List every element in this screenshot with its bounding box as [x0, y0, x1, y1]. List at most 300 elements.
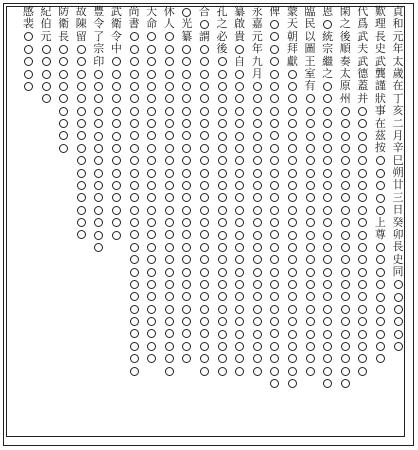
character: 爲	[357, 17, 369, 31]
lacuna-mark	[218, 193, 227, 202]
lacuna-mark	[200, 317, 209, 326]
lacuna-mark	[341, 206, 350, 215]
lacuna-mark	[253, 119, 262, 128]
character: 歎	[374, 5, 386, 18]
character: 合	[198, 5, 210, 18]
character: 休	[163, 5, 175, 18]
character: 丁	[392, 91, 404, 105]
lacuna-mark	[288, 132, 297, 141]
character: 巳	[392, 153, 404, 167]
lacuna-mark	[358, 119, 367, 128]
lacuna-mark	[24, 45, 33, 54]
character: 命	[146, 17, 158, 31]
lacuna-mark	[200, 20, 209, 29]
lacuna-mark	[288, 243, 297, 252]
lacuna-mark	[306, 317, 315, 326]
lacuna-mark	[147, 280, 156, 289]
character: 二	[392, 116, 404, 130]
character: 令	[110, 29, 122, 43]
character: 中	[110, 42, 122, 56]
lacuna-mark	[270, 243, 279, 252]
lacuna-mark	[112, 181, 121, 190]
lacuna-mark	[323, 342, 332, 351]
lacuna-mark	[94, 107, 103, 116]
character: 元	[392, 29, 404, 43]
character: 室	[304, 66, 316, 80]
lacuna-mark	[253, 317, 262, 326]
lacuna-mark	[235, 119, 244, 128]
text-column	[56, 6, 72, 155]
character: 後	[339, 29, 351, 43]
character: 人	[163, 17, 175, 31]
lacuna-mark	[147, 342, 156, 351]
lacuna-mark	[182, 317, 191, 326]
lacuna-mark	[235, 367, 244, 376]
lacuna-mark	[200, 107, 209, 116]
lacuna-mark	[112, 57, 121, 66]
character: 之	[216, 17, 228, 31]
lacuna-mark	[288, 305, 297, 314]
lacuna-mark	[288, 255, 297, 264]
lacuna-mark	[376, 293, 385, 302]
character: 順	[339, 42, 351, 56]
text-column	[38, 6, 54, 105]
lacuna-mark	[253, 82, 262, 91]
character: 防	[58, 5, 70, 18]
lacuna-mark	[77, 206, 86, 215]
lacuna-mark	[218, 292, 227, 301]
lacuna-mark	[323, 292, 332, 301]
lacuna-mark	[376, 268, 385, 277]
lacuna-mark	[306, 268, 315, 277]
lacuna-mark	[218, 354, 227, 363]
lacuna-mark	[147, 230, 156, 239]
text-column	[214, 6, 230, 377]
character: 理	[374, 17, 386, 31]
lacuna-mark	[94, 181, 103, 190]
lacuna-mark	[182, 70, 191, 79]
lacuna-mark	[165, 119, 174, 128]
lacuna-mark	[182, 82, 191, 91]
lacuna-mark	[235, 156, 244, 165]
lacuna-mark	[165, 181, 174, 190]
lacuna-mark	[94, 206, 103, 215]
character: 令	[93, 17, 105, 31]
lacuna-mark	[165, 243, 174, 252]
lacuna-mark	[130, 169, 139, 178]
lacuna-mark	[165, 292, 174, 301]
lacuna-mark	[270, 82, 279, 91]
lacuna-mark	[112, 156, 121, 165]
lacuna-mark	[358, 354, 367, 363]
lacuna-mark	[130, 317, 139, 326]
character: 臨	[304, 5, 316, 18]
lacuna-mark	[182, 57, 191, 66]
text-column	[73, 6, 89, 241]
lacuna-mark	[358, 193, 367, 202]
lacuna-mark	[235, 132, 244, 141]
lacuna-mark	[288, 169, 297, 178]
lacuna-mark	[165, 32, 174, 41]
text-column	[337, 6, 353, 390]
lacuna-mark	[147, 119, 156, 128]
character: 蒙	[286, 5, 298, 18]
character: 恩	[322, 5, 334, 18]
character: 德	[357, 66, 369, 80]
character: 武	[357, 29, 369, 43]
lacuna-mark	[130, 45, 139, 54]
lacuna-mark	[358, 156, 367, 165]
lacuna-mark	[358, 181, 367, 190]
lacuna-mark	[200, 45, 209, 54]
lacuna-mark	[147, 268, 156, 277]
lacuna-mark	[218, 317, 227, 326]
lacuna-mark	[306, 330, 315, 339]
lacuna-mark	[112, 193, 121, 202]
lacuna-mark	[77, 193, 86, 202]
lacuna-mark	[165, 107, 174, 116]
lacuna-mark	[288, 156, 297, 165]
lacuna-mark	[323, 193, 332, 202]
character: 繼	[322, 54, 334, 68]
lacuna-mark	[235, 280, 244, 289]
lacuna-mark	[253, 342, 262, 351]
lacuna-mark	[341, 169, 350, 178]
lacuna-mark	[306, 342, 315, 351]
lacuna-mark	[77, 45, 86, 54]
character: 宗	[322, 42, 334, 56]
lacuna-mark	[394, 305, 403, 314]
lacuna-mark	[200, 230, 209, 239]
lacuna-mark	[270, 206, 279, 215]
lacuna-mark	[394, 293, 403, 302]
lacuna-mark	[306, 169, 315, 178]
lacuna-mark	[147, 156, 156, 165]
lacuna-mark	[94, 156, 103, 165]
character: 尊	[374, 227, 386, 241]
lacuna-mark	[182, 169, 191, 178]
lacuna-mark	[200, 243, 209, 252]
lacuna-mark	[130, 292, 139, 301]
lacuna-mark	[200, 305, 209, 314]
lacuna-mark	[165, 268, 174, 277]
lacuna-mark	[130, 193, 139, 202]
lacuna-mark	[288, 292, 297, 301]
lacuna-mark	[147, 82, 156, 91]
lacuna-mark	[112, 206, 121, 215]
character: 紀	[40, 5, 52, 18]
lacuna-mark	[130, 144, 139, 153]
character: 龔	[374, 66, 386, 80]
character: 之	[339, 17, 351, 31]
lacuna-mark	[270, 144, 279, 153]
character: 長	[58, 29, 70, 43]
text-column	[126, 6, 142, 377]
lacuna-mark	[59, 45, 68, 54]
lacuna-mark	[59, 119, 68, 128]
lacuna-mark	[288, 107, 297, 116]
lacuna-mark	[270, 181, 279, 190]
lacuna-mark	[270, 342, 279, 351]
lacuna-mark	[394, 317, 403, 326]
lacuna-mark	[341, 119, 350, 128]
lacuna-mark	[182, 268, 191, 277]
character: 夫	[357, 42, 369, 56]
character: 拜	[286, 42, 298, 56]
lacuna-mark	[358, 342, 367, 351]
lacuna-mark	[235, 206, 244, 215]
lacuna-mark	[94, 243, 103, 252]
character: 之	[322, 66, 334, 80]
lacuna-mark	[306, 132, 315, 141]
text-column	[372, 6, 388, 365]
character: 和	[392, 17, 404, 31]
character: 元	[251, 29, 263, 43]
lacuna-mark	[42, 82, 51, 91]
lacuna-mark	[270, 292, 279, 301]
lacuna-mark	[182, 144, 191, 153]
lacuna-mark	[130, 119, 139, 128]
character: 啟	[234, 17, 246, 31]
lacuna-mark	[200, 206, 209, 215]
lacuna-mark	[288, 379, 297, 388]
lacuna-mark	[59, 107, 68, 116]
lacuna-mark	[130, 206, 139, 215]
lacuna-mark	[130, 243, 139, 252]
lacuna-mark	[341, 231, 350, 240]
lacuna-mark	[235, 107, 244, 116]
lacuna-mark	[147, 144, 156, 153]
lacuna-mark	[147, 193, 156, 202]
lacuna-mark	[235, 354, 244, 363]
lacuna-mark	[130, 107, 139, 116]
lacuna-mark	[77, 230, 86, 239]
lacuna-mark	[358, 206, 367, 215]
lacuna-mark	[288, 268, 297, 277]
lacuna-mark	[130, 354, 139, 363]
lacuna-mark	[358, 330, 367, 339]
lacuna-mark	[94, 144, 103, 153]
lacuna-mark	[130, 94, 139, 103]
lacuna-mark	[253, 330, 262, 339]
lacuna-mark	[200, 268, 209, 277]
character: 裴	[22, 17, 34, 31]
character: 留	[75, 29, 87, 43]
lacuna-mark	[235, 82, 244, 91]
lacuna-mark	[218, 94, 227, 103]
lacuna-mark	[218, 305, 227, 314]
lacuna-mark	[147, 45, 156, 54]
lacuna-mark	[165, 367, 174, 376]
lacuna-mark	[253, 107, 262, 116]
lacuna-mark	[147, 354, 156, 363]
lacuna-mark	[24, 70, 33, 79]
lacuna-mark	[24, 57, 33, 66]
lacuna-mark	[200, 131, 209, 140]
character: 歲	[392, 66, 404, 80]
character: 纂	[181, 29, 193, 43]
lacuna-mark	[306, 156, 315, 165]
character: 天	[286, 17, 298, 31]
character: 孔	[216, 5, 228, 18]
character: 了	[93, 29, 105, 43]
lacuna-mark	[376, 169, 385, 178]
lacuna-mark	[253, 132, 262, 141]
lacuna-mark	[200, 280, 209, 289]
lacuna-mark	[358, 132, 367, 141]
lacuna-mark	[218, 107, 227, 116]
character: 民	[304, 17, 316, 31]
lacuna-mark	[376, 156, 385, 165]
lacuna-mark	[200, 292, 209, 301]
lacuna-mark	[130, 280, 139, 289]
lacuna-mark	[147, 329, 156, 338]
lacuna-mark	[200, 169, 209, 178]
lacuna-mark	[253, 94, 262, 103]
lacuna-mark	[77, 181, 86, 190]
lacuna-mark	[94, 231, 103, 240]
lacuna-mark	[165, 305, 174, 314]
lacuna-mark	[270, 354, 279, 363]
character: 州	[339, 91, 351, 105]
lacuna-mark	[341, 292, 350, 301]
lacuna-mark	[288, 82, 297, 91]
lacuna-mark	[358, 231, 367, 240]
lacuna-mark	[323, 330, 332, 339]
lacuna-mark	[218, 268, 227, 277]
text-column	[20, 6, 36, 93]
lacuna-mark	[306, 255, 315, 264]
text-column	[284, 6, 300, 390]
text-column	[302, 6, 318, 377]
lacuna-mark	[77, 169, 86, 178]
lacuna-mark	[182, 292, 191, 301]
lacuna-mark	[341, 342, 350, 351]
lacuna-mark	[288, 280, 297, 289]
character: 後	[216, 42, 228, 56]
lacuna-mark	[130, 181, 139, 190]
lacuna-mark	[165, 169, 174, 178]
lacuna-mark	[165, 354, 174, 363]
lacuna-mark	[253, 206, 262, 215]
lacuna-mark	[182, 119, 191, 128]
lacuna-mark	[182, 342, 191, 351]
lacuna-mark	[182, 206, 191, 215]
lacuna-mark	[147, 317, 156, 326]
lacuna-mark	[147, 218, 156, 227]
lacuna-mark	[394, 342, 403, 351]
lacuna-mark	[306, 218, 315, 227]
lacuna-mark	[235, 342, 244, 351]
lacuna-mark	[235, 268, 244, 277]
text-column	[249, 6, 265, 377]
lacuna-mark	[218, 57, 227, 66]
text-column	[355, 6, 371, 377]
text-column	[390, 6, 406, 353]
lacuna-mark	[270, 156, 279, 165]
lacuna-mark	[253, 280, 262, 289]
lacuna-mark	[130, 218, 139, 227]
character: 亥	[392, 104, 404, 118]
lacuna-mark	[270, 94, 279, 103]
lacuna-mark	[288, 193, 297, 202]
lacuna-mark	[147, 181, 156, 190]
lacuna-mark	[112, 107, 121, 116]
lacuna-mark	[306, 292, 315, 301]
lacuna-mark	[306, 107, 315, 116]
lacuna-mark	[358, 317, 367, 326]
lacuna-mark	[270, 255, 279, 264]
lacuna-mark	[288, 119, 297, 128]
lacuna-mark	[182, 218, 191, 227]
lacuna-mark	[165, 218, 174, 227]
lacuna-mark	[358, 305, 367, 314]
lacuna-mark	[358, 144, 367, 153]
lacuna-mark	[288, 181, 297, 190]
lacuna-mark	[77, 119, 86, 128]
lacuna-mark	[253, 181, 262, 190]
lacuna-mark	[358, 280, 367, 289]
lacuna-mark	[200, 119, 209, 128]
lacuna-mark	[94, 82, 103, 91]
lacuna-mark	[253, 305, 262, 314]
lacuna-mark	[147, 131, 156, 140]
lacuna-mark	[182, 329, 191, 338]
lacuna-mark	[200, 329, 209, 338]
text-column	[144, 6, 160, 365]
lacuna-mark	[323, 132, 332, 141]
lacuna-mark	[235, 181, 244, 190]
lacuna-mark	[218, 280, 227, 289]
lacuna-mark	[394, 280, 403, 289]
lacuna-mark	[94, 119, 103, 128]
character: 獻	[286, 54, 298, 68]
lacuna-mark	[323, 119, 332, 128]
character: 必	[216, 29, 228, 43]
lacuna-mark	[323, 82, 332, 91]
lacuna-mark	[147, 305, 156, 314]
character: 同	[392, 265, 404, 279]
lacuna-mark	[341, 144, 350, 153]
character: 長	[392, 240, 404, 254]
lacuna-mark	[341, 330, 350, 339]
lacuna-mark	[235, 292, 244, 301]
lacuna-mark	[147, 107, 156, 116]
character: 史	[374, 42, 386, 56]
lacuna-mark	[288, 218, 297, 227]
lacuna-mark	[182, 230, 191, 239]
lacuna-mark	[59, 57, 68, 66]
character: 朝	[286, 29, 298, 43]
lacuna-mark	[200, 70, 209, 79]
lacuna-mark	[270, 70, 279, 79]
lacuna-mark	[253, 144, 262, 153]
lacuna-mark	[200, 94, 209, 103]
lacuna-mark	[270, 107, 279, 116]
character: 并	[357, 91, 369, 105]
lacuna-mark	[323, 317, 332, 326]
lacuna-mark	[270, 20, 279, 29]
lacuna-mark	[253, 292, 262, 301]
character: 癸	[392, 215, 404, 229]
lacuna-mark	[235, 144, 244, 153]
text-column	[196, 6, 212, 377]
lacuna-mark	[306, 243, 315, 252]
lacuna-mark	[112, 218, 121, 227]
lacuna-mark	[200, 57, 209, 66]
character: 在	[374, 116, 386, 130]
lacuna-mark	[218, 156, 227, 165]
